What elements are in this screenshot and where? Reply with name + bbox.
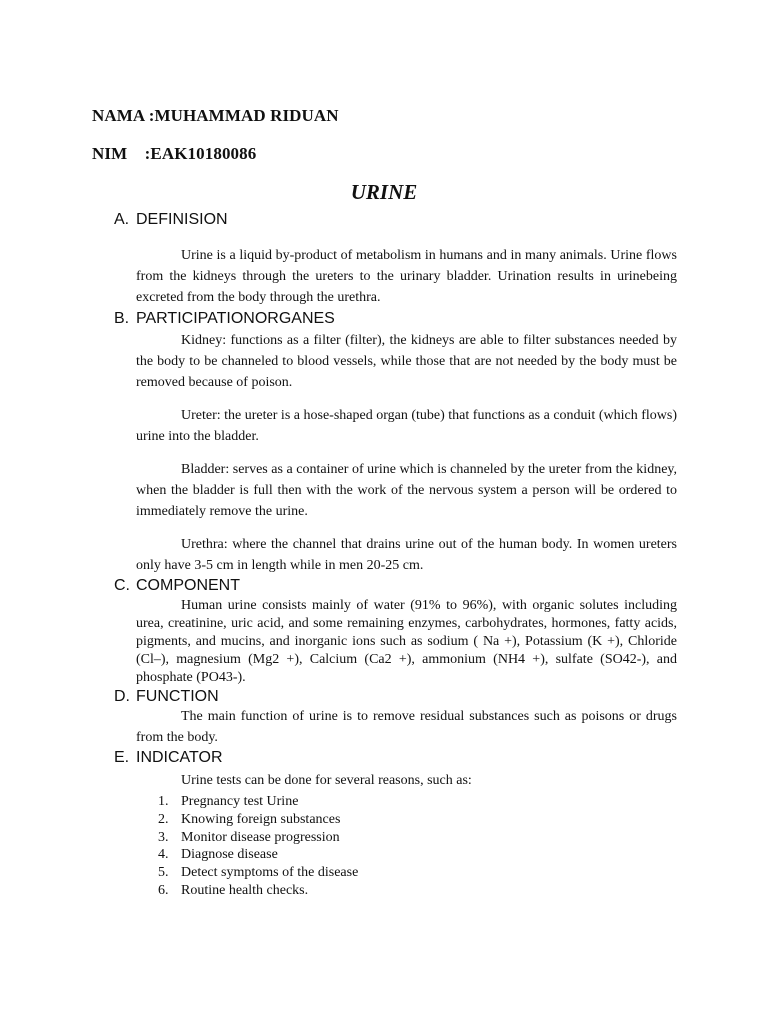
list-item (136, 811, 358, 829)
urethra-paragraph: Urethra: where the channel that drains urine out of the human body. In women ureters only have 3-5 cm in length while in men 20-25 cm. (136, 537, 677, 573)
section-heading-b (114, 310, 335, 328)
bladder-paragraph: Bladder: serves as a container of urine which is channeled by the ureter from the kidney, when the bladder is full then with the work of the nervous system a person will be ordered to immediately remove the urine. (136, 462, 677, 519)
definition-paragraph: Urine is a liquid by-product of metabolism in humans and in many animals. Urine flows from the kidneys through the ureters to the urinary bladder. Urination results in urinebeing excreted from the body through the urethra. (136, 248, 677, 305)
list-item (136, 846, 358, 864)
section-letter: B. (114, 310, 130, 327)
list-item (136, 829, 358, 847)
list-item-text: Routine health checks. (181, 882, 309, 898)
section-heading-d (114, 688, 219, 706)
section-title: DEFINISION (136, 211, 228, 228)
list-item-text: Diagnose disease (181, 847, 278, 863)
section-letter: E. (114, 749, 130, 766)
list-item-number: 2. (158, 811, 169, 827)
list-item-number: 5. (158, 865, 169, 881)
list-item-text: Knowing foreign substances (181, 811, 341, 827)
section-title: COMPONENT (136, 577, 240, 594)
list-item-number: 6. (158, 882, 169, 898)
list-item-text: Monitor disease progression (181, 829, 340, 845)
function-paragraph: The main function of urine is to remove residual substances such as poisons or drugs from the body. (136, 709, 677, 745)
document-title: URINE (350, 180, 418, 204)
list-item (136, 864, 358, 882)
kidney-paragraph: Kidney: functions as a filter (filter), the kidneys are able to filter substances needed by the body to be channeled to blood vessels, while those that are not needed by the body must be removed because of poison. (136, 333, 677, 390)
section-letter: A. (114, 211, 130, 228)
list-item-number: 3. (158, 829, 169, 845)
section-letter: D. (114, 688, 130, 705)
indicator-list (136, 793, 358, 900)
list-item (136, 793, 358, 811)
list-item-number: 1. (158, 794, 169, 809)
list-item (136, 882, 358, 900)
section-letter: C. (114, 577, 130, 594)
list-item-text: Pregnancy test Urine (181, 794, 299, 809)
section-heading-c (114, 577, 240, 595)
student-id-line: NIM :EAK10180086 (92, 144, 257, 163)
section-heading-a (114, 211, 228, 229)
list-item-text: Detect symptoms of the disease (181, 865, 359, 881)
ureter-paragraph: Ureter: the ureter is a hose-shaped organ (tube) that functions as a conduit (which flows) urine into the bladder. (136, 408, 677, 444)
list-item-number: 4. (158, 847, 169, 863)
student-name-line: NAMA :MUHAMMAD RIDUAN (92, 106, 339, 125)
section-title: INDICATOR (136, 749, 223, 766)
section-title: FUNCTION (136, 688, 219, 705)
indicator-intro: Urine tests can be done for several reasons, such as: (181, 773, 472, 788)
section-title: PARTICIPATIONORGANES (136, 310, 335, 327)
component-paragraph: Human urine consists mainly of water (91% to 96%), with organic solutes including urea, creatinine, uric acid, and some remaining enzymes, carbohydrates, hormones, fatty acids, pigments, and mucins, and inorganic ions such as sodium ( Na +), Potassium (K +), Chloride (Cl–), magnesium (Mg2 +), Calcium (Ca2 +), ammonium (NH4 +), sulfate (SO42-), and phosphate (PO43-). (136, 598, 677, 685)
section-heading-e (114, 749, 223, 767)
